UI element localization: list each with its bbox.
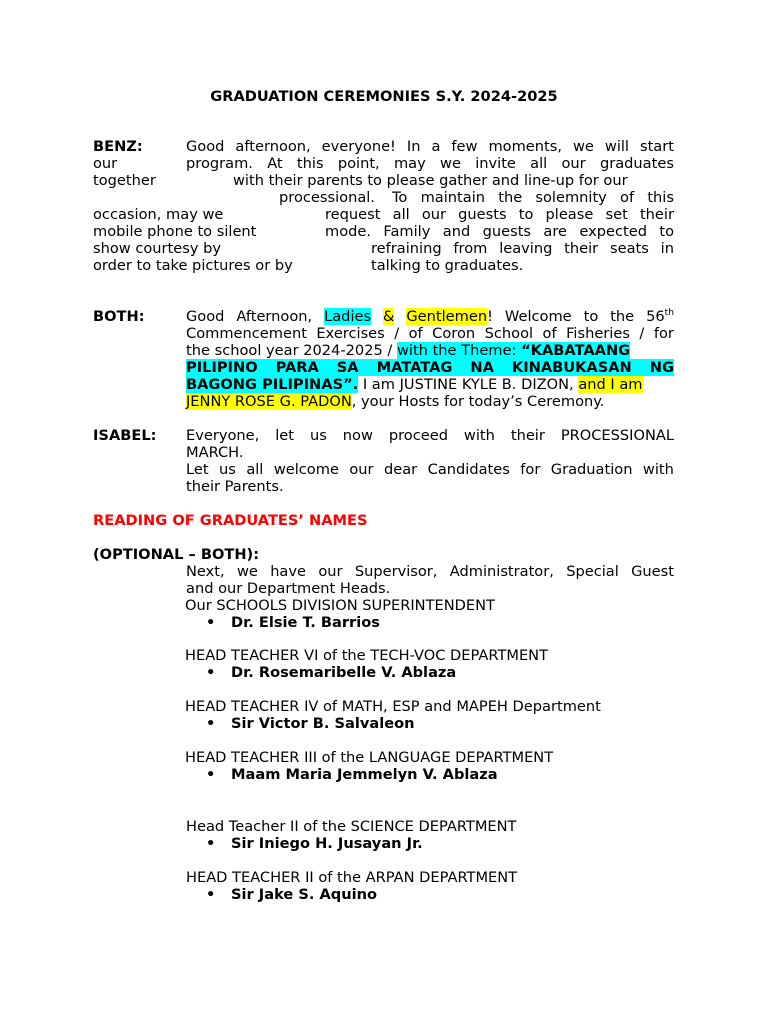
guest-name: Sir Victor B. Salvaleon (231, 715, 415, 732)
highlight-gentlemen: Gentlemen (406, 308, 488, 325)
both-line-4-theme: PILIPINO PARA SA MATATAG NA KINABUKASAN NG (186, 359, 674, 376)
benz-line-7b: refraining from leaving their seats in (371, 240, 674, 257)
speaker-isabel: ISABEL: (93, 427, 157, 444)
benz-line-8a: order to take pictures or by (93, 257, 293, 274)
document-title: GRADUATION CEREMONIES S.Y. 2024-2025 (210, 88, 558, 105)
isabel-line-4: their Parents. (186, 478, 284, 495)
benz-line-4a: processional. (279, 189, 375, 206)
benz-line-5a: occasion, may we (93, 206, 224, 223)
speaker-both: BOTH: (93, 308, 145, 325)
guest-position: HEAD TEACHER VI of the TECH-VOC DEPARTMENT (185, 647, 548, 664)
isabel-line-1: Everyone, let us now proceed with their PROCESSIONAL (186, 427, 674, 444)
benz-line-7a: show courtesy by (93, 240, 222, 257)
benz-line-3a: together (93, 172, 156, 189)
highlight-host-name: JENNY ROSE G. PADON (186, 393, 352, 410)
guest-position: Head Teacher II of the SCIENCE DEPARTMENT (186, 818, 517, 835)
optional-line-1: Next, we have our Supervisor, Administrator, Special Guest (186, 563, 674, 580)
guest-position: HEAD TEACHER III of the LANGUAGE DEPARTMENT (185, 749, 554, 766)
isabel-line-2: MARCH. (186, 444, 244, 461)
both-line-3: the school year 2024-2025 / with the Theme: “KABATAANG (186, 342, 631, 359)
both-line-5: BAGONG PILIPINAS”. I am JUSTINE KYLE B. DIZON, and I am (186, 376, 643, 393)
benz-line-2: program. At this point, may we invite all our graduates (186, 155, 674, 172)
bullet-icon: • (206, 886, 216, 903)
guest-position: HEAD TEACHER IV of MATH, ESP and MAPEH Department (185, 698, 601, 715)
both-line-2: Commencement Exercises / of Coron School of Fisheries / for (186, 325, 674, 342)
benz-line-5b: request all our guests to please set their (325, 206, 674, 223)
highlight-ladies: Ladies (324, 308, 372, 325)
speaker-benz: BENZ: (93, 138, 143, 155)
benz-line-3b: with their parents to please gather and line-up for our (233, 172, 628, 189)
benz-line-6a: mobile phone to silent (93, 223, 257, 240)
bullet-icon: • (206, 766, 216, 783)
bullet-icon: • (206, 664, 216, 681)
highlight-and-i-am: and I am (578, 376, 643, 393)
guest-name: Dr. Rosemaribelle V. Ablaza (231, 664, 457, 681)
both-line-1: Good Afternoon, Ladies & Gentlemen! Welcome to the 56th (186, 308, 674, 325)
guest-position: Our SCHOOLS DIVISION SUPERINTENDENT (185, 597, 495, 614)
isabel-line-3: Let us all welcome our dear Candidates for Graduation with (186, 461, 674, 478)
guest-name: Sir Iniego H. Jusayan Jr. (231, 835, 423, 852)
benz-line-6b: mode. Family and guests are expected to (325, 223, 674, 240)
reading-heading: READING OF GRADUATES’ NAMES (93, 512, 368, 529)
bullet-icon: • (206, 715, 216, 732)
optional-line-2: and our Department Heads. (186, 580, 391, 597)
guest-name: Dr. Elsie T. Barrios (231, 614, 380, 631)
both-line-6: JENNY ROSE G. PADON, your Hosts for today’s Ceremony. (186, 393, 605, 410)
optional-heading: (OPTIONAL – BOTH): (93, 546, 260, 563)
benz-line-8b: talking to graduates. (371, 257, 524, 274)
guest-position: HEAD TEACHER II of the ARPAN DEPARTMENT (186, 869, 518, 886)
highlight-ampersand: & (383, 308, 395, 325)
highlight-theme: with the Theme: “KABATAANG (396, 342, 631, 359)
bullet-icon: • (206, 614, 216, 631)
benz-line-2-start: our (93, 155, 118, 172)
guest-name: Sir Jake S. Aquino (231, 886, 378, 903)
benz-line-4b: To maintain the solemnity of this (392, 189, 674, 206)
benz-line-1: Good afternoon, everyone! In a few moments, we will start (186, 138, 674, 155)
guest-name: Maam Maria Jemmelyn V. Ablaza (231, 766, 498, 783)
bullet-icon: • (206, 835, 216, 852)
